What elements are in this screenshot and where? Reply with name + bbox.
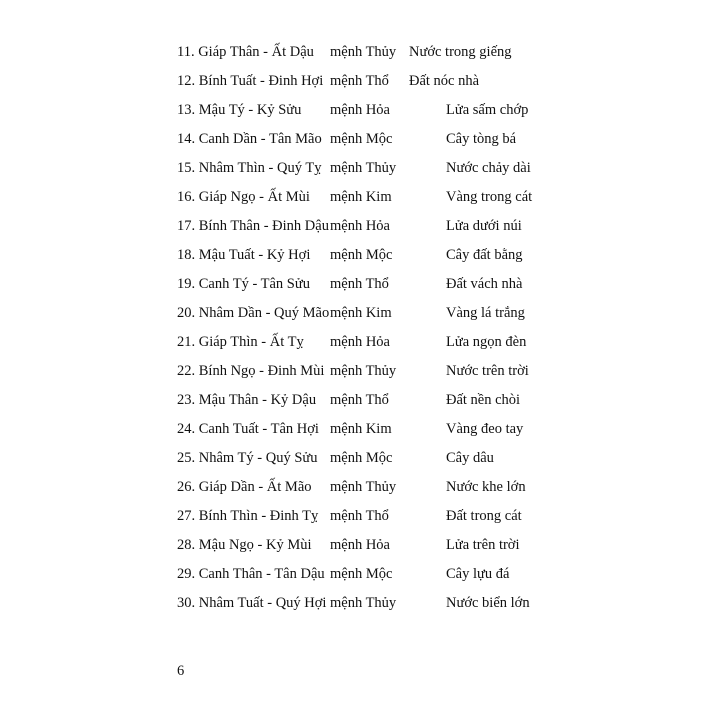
- table-row: [0, 245, 720, 274]
- element-description: Lửa trên trời: [446, 537, 520, 553]
- year-pair: 12. Bính Tuất - Đinh Hợi: [177, 73, 324, 89]
- element-description: Vàng trong cát: [446, 189, 533, 205]
- year-pair: 15. Nhâm Thìn - Quý Tỵ: [177, 160, 322, 176]
- table-row: [0, 506, 720, 535]
- element-description: Lửa dưới núi: [446, 218, 522, 234]
- element-description: Nước khe lớn: [446, 479, 526, 495]
- element-description: Nước trong giếng: [409, 44, 512, 60]
- year-pair: 22. Bính Ngọ - Đinh Mùi: [177, 363, 325, 379]
- element-description: Nước trên trời: [446, 363, 529, 379]
- year-pair: 27. Bính Thìn - Đinh Tỵ: [177, 508, 319, 524]
- element-label: mệnh Thủy: [330, 363, 397, 379]
- menh-table: [0, 42, 720, 622]
- table-row: [0, 419, 720, 448]
- page-number: 6: [177, 663, 185, 679]
- table-row: [0, 564, 720, 593]
- year-pair: 16. Giáp Ngọ - Ất Mùi: [177, 189, 310, 205]
- element-description: Đất vách nhà: [446, 276, 523, 292]
- year-pair: 20. Nhâm Dần - Quý Mão: [177, 305, 330, 321]
- element-description: Nước biển lớn: [446, 595, 530, 611]
- element-description: Cây đất bằng: [446, 247, 523, 263]
- year-pair: 25. Nhâm Tý - Quý Sửu: [177, 450, 318, 466]
- year-pair: 29. Canh Thân - Tân Dậu: [177, 566, 325, 582]
- year-pair: 30. Nhâm Tuất - Quý Hợi: [177, 595, 327, 611]
- element-label: mệnh Thổ: [330, 392, 389, 408]
- table-row: [0, 448, 720, 477]
- table-row: [0, 100, 720, 129]
- element-description: Cây tòng bá: [446, 131, 517, 147]
- element-label: mệnh Kim: [330, 421, 392, 437]
- table-row: [0, 593, 720, 622]
- element-description: Nước chảy dài: [446, 160, 531, 176]
- element-label: mệnh Kim: [330, 189, 392, 205]
- element-label: mệnh Thổ: [330, 508, 389, 524]
- table-row: [0, 274, 720, 303]
- table-row: [0, 71, 720, 100]
- element-label: mệnh Kim: [330, 305, 392, 321]
- element-description: Vàng đeo tay: [446, 421, 524, 437]
- table-row: [0, 332, 720, 361]
- element-label: mệnh Mộc: [330, 247, 393, 263]
- year-pair: 14. Canh Dần - Tân Mão: [177, 131, 322, 147]
- year-pair: 13. Mậu Tý - Kỷ Sửu: [177, 102, 302, 118]
- element-label: mệnh Hỏa: [330, 102, 390, 118]
- table-row: [0, 42, 720, 71]
- table-row: [0, 216, 720, 245]
- year-pair: 26. Giáp Dần - Ất Mão: [177, 479, 312, 495]
- element-label: mệnh Thủy: [330, 595, 397, 611]
- table-row: [0, 390, 720, 419]
- element-description: Đất nền chòi: [446, 392, 521, 408]
- element-description: Đất trong cát: [446, 508, 522, 524]
- year-pair: 24. Canh Tuất - Tân Hợi: [177, 421, 319, 437]
- year-pair: 17. Bính Thân - Đinh Dậu: [177, 218, 329, 234]
- year-pair: 19. Canh Tý - Tân Sửu: [177, 276, 310, 292]
- element-label: mệnh Hỏa: [330, 334, 390, 350]
- year-pair: 28. Mậu Ngọ - Kỷ Mùi: [177, 537, 312, 553]
- element-label: mệnh Thủy: [330, 160, 397, 176]
- element-label: mệnh Hỏa: [330, 537, 390, 553]
- element-description: Cây dâu: [446, 450, 494, 466]
- table-row: [0, 129, 720, 158]
- table-row: [0, 361, 720, 390]
- table-row: [0, 187, 720, 216]
- element-description: Lửa ngọn đèn: [446, 334, 527, 350]
- table-row: [0, 477, 720, 506]
- element-label: mệnh Thổ: [330, 73, 389, 89]
- table-row: [0, 303, 720, 332]
- table-row: [0, 535, 720, 564]
- element-label: mệnh Mộc: [330, 131, 393, 147]
- year-pair: 21. Giáp Thìn - Ất Tỵ: [177, 334, 304, 350]
- element-label: mệnh Mộc: [330, 566, 393, 582]
- year-pair: 23. Mậu Thân - Kỷ Dậu: [177, 392, 317, 408]
- year-pair: 18. Mậu Tuất - Kỷ Hợi: [177, 247, 311, 263]
- element-label: mệnh Mộc: [330, 450, 393, 466]
- element-description: Cây lựu đá: [446, 566, 510, 582]
- element-description: Vàng lá trắng: [446, 305, 525, 321]
- element-label: mệnh Hỏa: [330, 218, 390, 234]
- element-label: mệnh Thủy: [330, 479, 397, 495]
- element-label: mệnh Thổ: [330, 276, 389, 292]
- element-description: Đất nóc nhà: [409, 73, 480, 89]
- element-label: mệnh Thủy: [330, 44, 397, 60]
- element-description: Lửa sấm chớp: [446, 102, 529, 118]
- year-pair: 11. Giáp Thân - Ất Dậu: [177, 44, 314, 60]
- table-row: [0, 158, 720, 187]
